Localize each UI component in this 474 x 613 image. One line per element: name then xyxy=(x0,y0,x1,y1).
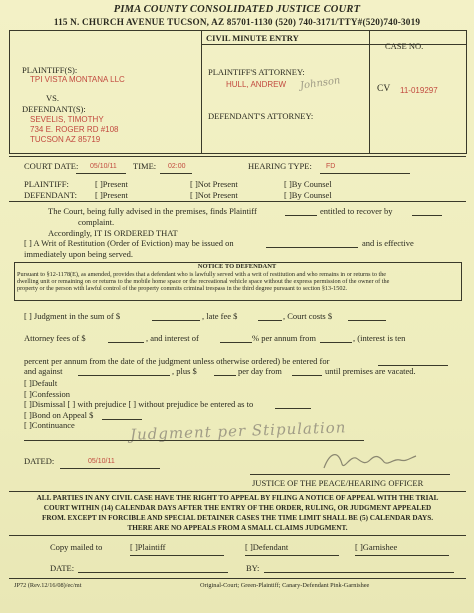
copy-plaintiff-check[interactable]: [ ]Plaintiff xyxy=(130,542,166,552)
defendant-name: SEVELIS, TIMOTHY xyxy=(30,115,104,124)
appeal-line-4: THERE ARE NO APPEALS FROM A SMALL CLAIMS JUDGMENT. xyxy=(127,524,348,532)
defendant-label: DEFENDANT(S): xyxy=(22,104,86,114)
defendant-present-check[interactable]: [ ]Present xyxy=(95,190,128,200)
findings-line-5: immediately upon being served. xyxy=(24,249,134,259)
vs-label: VS. xyxy=(46,93,59,103)
defendant-not-present-check[interactable]: [ ]Not Present xyxy=(190,190,238,200)
and-against-label: and against xyxy=(24,366,63,376)
copy-mailed-label: Copy mailed to xyxy=(50,542,103,552)
continuance-check[interactable]: [ ]Continuance xyxy=(24,420,75,430)
findings-line-1b: entitled to recover by xyxy=(320,206,393,216)
copy-distribution-legend: Original-Court; Green-Plaintiff; Canary-Defendant Pink-Garnishee xyxy=(200,582,370,589)
notice-title: NOTICE TO DEFENDANT xyxy=(197,263,277,270)
officer-label: JUSTICE OF THE PEACE/HEARING OFFICER xyxy=(252,478,424,488)
judge-signature xyxy=(320,446,420,474)
plaintiff-by-counsel-check[interactable]: [ ]By Counsel xyxy=(284,179,332,189)
notice-line-1: Pursuant to §12-1178(E), as amended, provides that a defendant who is lawfully served with a writ of restitution and who remains in or returns to the xyxy=(17,271,387,278)
plaintiff-appearance-label: PLAINTIFF: xyxy=(24,179,69,189)
plaintiff-attorney-label: PLAINTIFF'S ATTORNEY: xyxy=(208,67,305,77)
court-name: PIMA COUNTY CONSOLIDATED JUSTICE COURT xyxy=(113,4,361,15)
time-value: 02:00 xyxy=(168,163,186,170)
mail-by-label: BY: xyxy=(246,563,260,573)
plaintiff-label: PLAINTIFF(S): xyxy=(22,65,78,75)
interest-label: , and interest of xyxy=(146,333,199,343)
hearing-type-label: HEARING TYPE: xyxy=(248,161,312,171)
appeal-line-1: ALL PARTIES IN ANY CIVIL CASE HAVE THE RIGHT TO APPEAL BY FILING A NOTICE OF APPEAL WITH THE TRIAL xyxy=(36,494,439,502)
notice-line-2: dwelling unit or remaining on or returns to the mobile home space or the recreational vehicle space without the express permission of the owner of the xyxy=(17,278,390,285)
dismissal-check[interactable]: [ ]Dismissal [ ] with prejudice [ ] without prejudice be entered as to xyxy=(24,399,254,409)
dated-label: DATED: xyxy=(24,456,55,466)
default-check[interactable]: [ ]Default xyxy=(24,378,58,388)
per-day-label: per day from xyxy=(238,366,282,376)
writ-of-restitution-check[interactable]: [ ] A Writ of Restitution (Order of Eviction) may be issued on xyxy=(24,238,234,248)
form-title: CIVIL MINUTE ENTRY xyxy=(206,33,299,43)
attorney-fees-label: Attorney fees of $ xyxy=(24,333,86,343)
plaintiff-present-check[interactable]: [ ]Present xyxy=(95,179,128,189)
court-address: 115 N. CHURCH AVENUE TUCSON, AZ 85701-1130 (520) 740-3171/TTY#(520)740-3019 xyxy=(53,17,421,27)
copy-garnishee-check[interactable]: [ ]Garnishee xyxy=(355,542,398,552)
defendant-address-2: TUCSON AZ 85719 xyxy=(30,135,101,144)
case-number: 11-019297 xyxy=(400,86,438,95)
copy-defendant-check[interactable]: [ ]Defendant xyxy=(245,542,289,552)
appeal-line-2: COURT WITHIN (14) CALENDAR DAYS AFTER THE ENTRY OF THE ORDER, RULING, OR JUDGMENT APPEALED xyxy=(43,504,432,512)
defendant-attorney-label: DEFENDANT'S ATTORNEY: xyxy=(208,111,314,121)
per-annum-label: % per annum from xyxy=(252,333,316,343)
plaintiff-name: TPI VISTA MONTANA LLC xyxy=(30,75,125,84)
court-costs-label: , Court costs $ xyxy=(283,311,333,321)
findings-line-4b: and is effective xyxy=(362,238,414,248)
findings-line-3: Accordingly, IT IS ORDERED THAT xyxy=(48,228,178,238)
findings-line-2: complaint. xyxy=(78,217,115,227)
plaintiff-attorney-name: HULL, ANDREW xyxy=(226,80,287,89)
notice-line-3: property or the person with lawful control of the property commits criminal trespass in the third degree pursuant to section §13-1502. xyxy=(17,285,348,292)
court-date-value: 05/10/11 xyxy=(90,163,117,170)
defendant-address-1: 734 E. ROGER RD #108 xyxy=(30,125,119,134)
court-date-label: COURT DATE: xyxy=(24,161,79,171)
time-label: TIME: xyxy=(133,161,157,171)
hearing-type-value: FD xyxy=(326,163,336,170)
form-id: JP72 (Rev.12/16/08)/ec/mt xyxy=(14,582,82,589)
late-fee-label: , late fee $ xyxy=(202,311,238,321)
stipulation-handwriting: Judgment per Stipulation xyxy=(129,418,347,444)
confession-check[interactable]: [ ]Confession xyxy=(24,389,71,399)
plus-label: , plus $ xyxy=(172,366,197,376)
plaintiff-attorney-handwriting: Johnson xyxy=(299,75,342,92)
judgment-entered-label: percent per annum from the date of the judgment unless otherwise ordered) be entered for xyxy=(24,356,330,366)
findings-line-1a: The Court, being fully advised in the premises, finds Plaintiff xyxy=(48,206,257,216)
mail-date-label: DATE: xyxy=(50,563,75,573)
vacated-label: until premises are vacated. xyxy=(325,366,416,376)
dated-value: 05/10/11 xyxy=(88,458,115,465)
bond-on-appeal-check[interactable]: [ ]Bond on Appeal $ xyxy=(24,410,94,420)
cv-label: CV xyxy=(377,84,391,94)
defendant-appearance-label: DEFENDANT: xyxy=(24,190,77,200)
appeal-line-3: FROM. EXCEPT IN FORCIBLE AND SPECIAL DETAINER CASES THE TIME LIMIT SHALL BE (5) CALENDAR DAYS. xyxy=(41,514,434,522)
interest-ten-label: , (interest is ten xyxy=(353,333,406,343)
case-no-label: CASE NO. xyxy=(385,41,424,51)
defendant-by-counsel-check[interactable]: [ ]By Counsel xyxy=(284,190,332,200)
plaintiff-not-present-check[interactable]: [ ]Not Present xyxy=(190,179,238,189)
judgment-check[interactable]: [ ] Judgment in the sum of $ xyxy=(24,311,121,321)
